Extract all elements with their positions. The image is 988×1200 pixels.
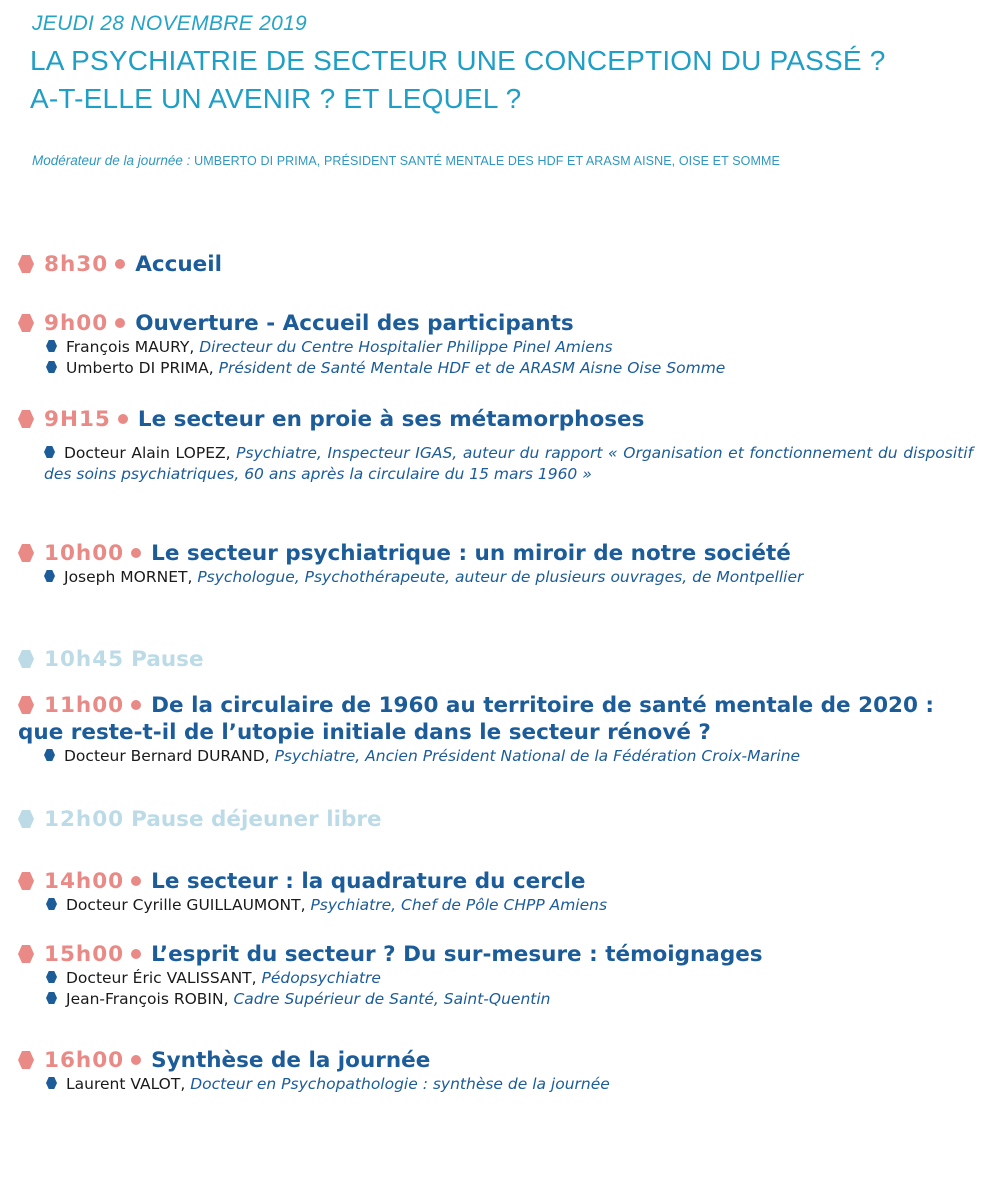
speaker-line: François MAURY, Directeur du Centre Hospitalier Philippe Pinel Amiens [18,337,973,358]
dot-separator-icon [115,259,125,269]
hexagon-bullet-icon [46,1077,57,1089]
session-title: De la circulaire de 1960 au territoire de santé mentale de 2020 : que reste-t-il de l’utopie initiale dans le secteur rénové ? [18,693,935,745]
session-heading [18,692,973,746]
hexagon-bullet-icon [18,650,34,668]
hexagon-bullet-icon [18,410,34,428]
session-time: 8h30 [44,252,109,277]
hexagon-bullet-icon [18,314,34,332]
hexagon-bullet-icon [44,446,55,458]
hexagon-bullet-icon [46,992,57,1004]
session-0915 [18,406,973,485]
speaker-role: Psychiatre, Ancien Président National de la Fédération Croix-Marine [274,747,801,765]
hexagon-bullet-icon [18,696,34,714]
session-1200-pause [18,806,973,833]
title-line-2: A-T-ELLE UN AVENIR ? ET LEQUEL ? [30,83,522,114]
hexagon-bullet-icon [18,810,34,828]
speaker-role: Docteur en Psychopathologie : synthèse de la journée [190,1075,610,1093]
session-time: 10h00 [44,541,125,566]
hexagon-bullet-icon [18,872,34,890]
title-line-1: LA PSYCHIATRIE DE SECTEUR UNE CONCEPTION DU PASSÉ ? [30,45,886,76]
hexagon-bullet-icon [46,340,57,352]
session-heading [18,806,973,833]
session-title: Ouverture - Accueil des participants [135,311,574,336]
session-time: 9h00 [44,311,109,336]
session-heading [18,406,973,433]
session-title: Accueil [135,252,222,277]
hexagon-bullet-icon [18,255,34,273]
session-heading [18,310,973,337]
speaker-name: François MAURY [66,338,190,356]
speaker-name: Docteur Alain LOPEZ [64,444,226,462]
session-time: 14h00 [44,869,125,894]
speaker-role: Directeur du Centre Hospitalier Philippe Pinel Amiens [199,338,613,356]
session-time: 11h00 [44,693,125,718]
dot-separator-icon [131,548,141,558]
session-heading [18,251,973,278]
session-time: 10h45 [44,647,125,672]
session-title: Pause [131,647,204,672]
session-title: L’esprit du secteur ? Du sur-mesure : témoignages [151,942,763,967]
session-1400 [18,868,973,916]
session-0830 [18,251,973,278]
speaker-name: Docteur Cyrille GUILLAUMONT [66,896,301,914]
session-1500 [18,941,973,1010]
session-heading [18,941,973,968]
session-heading [18,1047,973,1074]
hexagon-bullet-icon [46,898,57,910]
session-title: Le secteur : la quadrature du cercle [151,869,586,894]
session-title: Pause déjeuner libre [131,807,382,832]
session-1600 [18,1047,973,1095]
session-1000 [18,540,973,588]
session-title: Le secteur en proie à ses métamorphoses [137,407,645,432]
session-0900 [18,310,973,379]
speaker-role: Psychologue, Psychothérapeute, auteur de plusieurs ouvrages, de Montpellier [197,568,804,586]
speaker-line: Docteur Alain LOPEZ, Psychiatre, Inspecteur IGAS, auteur du rapport « Organisation et fonctionnement du dispositif des soins psychiatriques, 60 ans après la circulaire du 15 mars 1960 » [44,444,974,483]
session-1045-pause [18,646,973,673]
dot-separator-icon [131,949,141,959]
moderator-value: UMBERTO DI PRIMA, PRÉSIDENT SANTÉ MENTALE DES HDF ET ARASM AISNE, OISE ET SOMME [194,154,780,168]
hexagon-bullet-icon [46,361,57,373]
hexagon-bullet-icon [18,945,34,963]
session-time: 9H15 [44,407,111,432]
hexagon-bullet-icon [46,971,57,983]
session-time: 15h00 [44,942,125,967]
speaker-name: Laurent VALOT [66,1075,181,1093]
session-title: Le secteur psychiatrique : un miroir de notre société [151,541,791,566]
session-heading [18,868,973,895]
dot-separator-icon [131,876,141,886]
speaker-role: Psychiatre, Inspecteur IGAS, auteur du rapport « Organisation et fonctionnement du dispositif des soins psychiatriques, 60 ans après la circulaire du 15 mars 1960 » [44,444,974,483]
speaker-name: Docteur Bernard DURAND [64,747,265,765]
speaker-role: Président de Santé Mentale HDF et de ARASM Aisne Oise Somme [218,359,726,377]
dot-separator-icon [131,1055,141,1065]
moderator-line [32,153,972,168]
speaker-line: Docteur Cyrille GUILLAUMONT, Psychiatre, Chef de Pôle CHPP Amiens [18,895,973,916]
dot-separator-icon [115,318,125,328]
speaker-line: Docteur Éric VALISSANT, Pédopsychiatre [18,968,973,989]
speaker-name: Jean-François ROBIN [66,990,224,1008]
session-title: Synthèse de la journée [151,1048,431,1073]
session-time: 16h00 [44,1048,125,1073]
page-title [30,42,970,118]
session-1100 [18,692,973,767]
speaker-role: Pédopsychiatre [261,969,381,987]
speaker-line: Jean-François ROBIN, Cadre Supérieur de Santé, Saint-Quentin [18,989,973,1010]
event-date: JEUDI 28 NOVEMBRE 2019 [32,12,308,35]
hexagon-bullet-icon [44,570,55,582]
session-heading [18,540,973,567]
hexagon-bullet-icon [18,1051,34,1069]
speaker-role: Cadre Supérieur de Santé, Saint-Quentin [233,990,551,1008]
speaker-role: Psychiatre, Chef de Pôle CHPP Amiens [310,896,608,914]
hexagon-bullet-icon [18,544,34,562]
session-time: 12h00 [44,807,125,832]
speaker-line: Laurent VALOT, Docteur en Psychopathologie : synthèse de la journée [18,1074,973,1095]
speaker-line: Umberto DI PRIMA, Président de Santé Mentale HDF et de ARASM Aisne Oise Somme [18,358,973,379]
speaker-name: Joseph MORNET [64,568,188,586]
dot-separator-icon [118,414,128,424]
speaker-name: Docteur Éric VALISSANT [66,969,252,987]
speaker-line: Joseph MORNET, Psychologue, Psychothérapeute, auteur de plusieurs ouvrages, de Montpellier [18,567,973,588]
speaker-line: Docteur Bernard DURAND, Psychiatre, Ancien Président National de la Fédération Croix-Marine [18,746,973,767]
hexagon-bullet-icon [44,749,55,761]
moderator-label: Modérateur de la journée : [32,153,191,168]
session-heading [18,646,973,673]
speaker-name: Umberto DI PRIMA [66,359,209,377]
dot-separator-icon [131,700,141,710]
